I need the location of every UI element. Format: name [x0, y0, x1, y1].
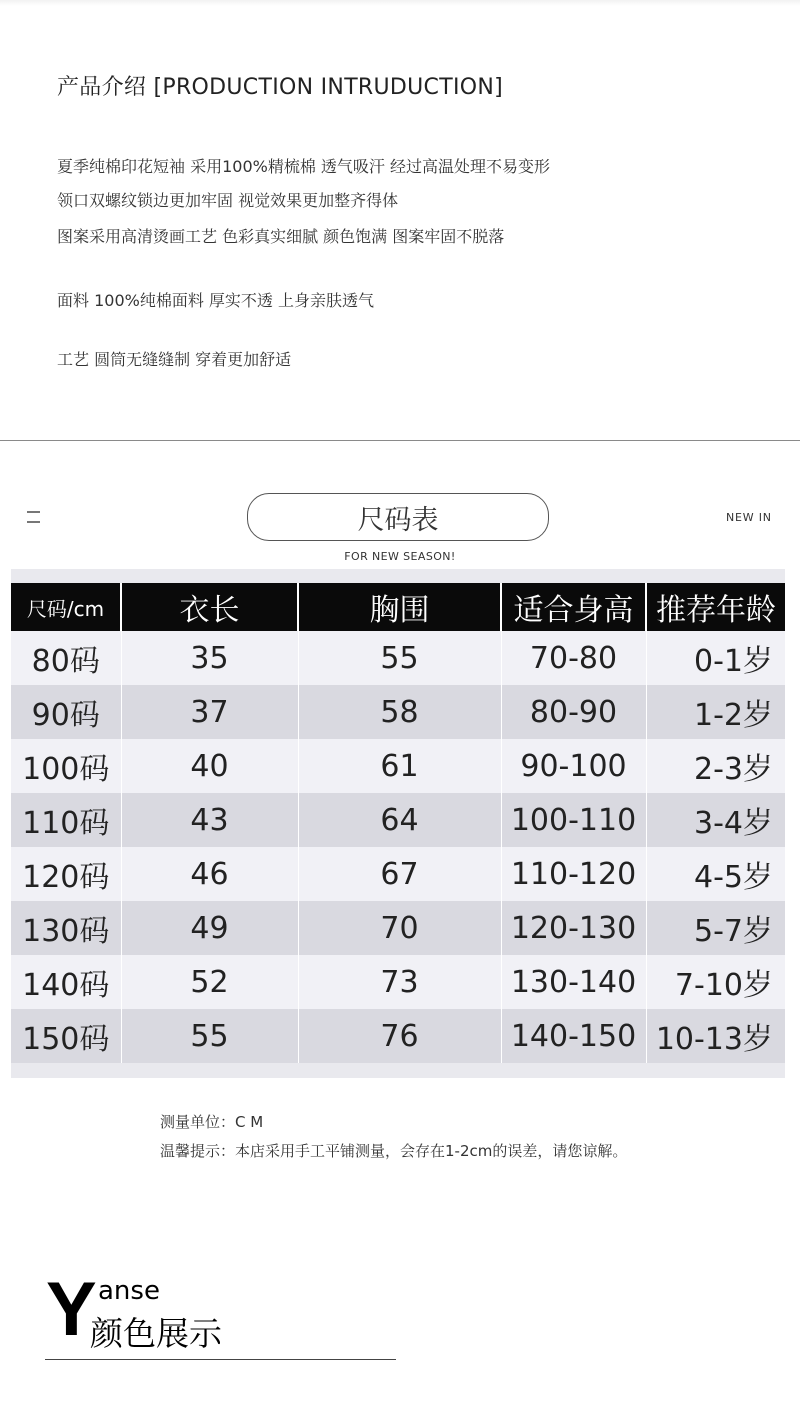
table-cell: 49: [121, 901, 298, 955]
table-cell: 130-140: [501, 955, 646, 1009]
table-cell: 4-5岁: [646, 847, 785, 901]
table-row: [11, 847, 785, 901]
table-cell: 5-7岁: [646, 901, 785, 955]
table-row: [11, 901, 785, 955]
table-cell: 67: [298, 847, 501, 901]
table-cell: 61: [298, 739, 501, 793]
table-cell: 46: [121, 847, 298, 901]
table-cell: 55: [298, 631, 501, 685]
measure-tip-note: 温馨提示：本店采用手工平铺测量，会存在1-2cm的误差，请您谅解。: [160, 1142, 628, 1160]
table-row: [11, 739, 785, 793]
table-cell: 80码: [11, 631, 121, 685]
table-cell: 120码: [11, 847, 121, 901]
table-cell: 100码: [11, 739, 121, 793]
table-cell: 90-100: [501, 739, 646, 793]
measure-unit-note: 测量单位：C M: [160, 1113, 264, 1131]
table-header-row: [11, 583, 785, 631]
table-cell: 35: [121, 631, 298, 685]
top-shadow-rule: [0, 0, 800, 6]
new-in-label: NEW IN: [726, 511, 772, 524]
column-header: 尺码/cm: [11, 583, 121, 631]
table-cell: 130码: [11, 901, 121, 955]
table-cell: 43: [121, 793, 298, 847]
table-cell: 120-130: [501, 901, 646, 955]
table-cell: 40: [121, 739, 298, 793]
table-cell: 37: [121, 685, 298, 739]
menu-icon: [27, 511, 40, 523]
table-row: [11, 631, 785, 685]
table-cell: 70: [298, 901, 501, 955]
table-cell: 64: [298, 793, 501, 847]
intro-line: 领口双螺纹锁边更加牢固 视觉效果更加整齐得体: [57, 191, 399, 210]
table-cell: 140码: [11, 955, 121, 1009]
column-header: 适合身高: [501, 583, 646, 631]
new-season-subtitle: FOR NEW SEASON!: [344, 550, 456, 563]
column-header: 推荐年龄: [646, 583, 785, 631]
table-row: [11, 793, 785, 847]
table-cell: 0-1岁: [646, 631, 785, 685]
table-cell: 110码: [11, 793, 121, 847]
table-cell: 80-90: [501, 685, 646, 739]
table-cell: 150码: [11, 1009, 121, 1063]
section-divider: [0, 440, 800, 441]
intro-line: 夏季纯棉印花短袖 采用100%精梳棉 透气吸汗 经过高温处理不易变形: [57, 157, 551, 176]
column-header: 胸围: [298, 583, 501, 631]
table-cell: 3-4岁: [646, 793, 785, 847]
yanse-logo-letter: Y: [46, 1267, 97, 1352]
table-row: [11, 1009, 785, 1063]
size-chart-title: 尺码表: [247, 493, 549, 541]
fabric-line: 面料 100%纯棉面料 厚实不透 上身亲肤透气: [57, 291, 375, 310]
column-header: 衣长: [121, 583, 298, 631]
table-cell: 2-3岁: [646, 739, 785, 793]
table-cell: 55: [121, 1009, 298, 1063]
color-display-heading: 颜色展示: [90, 1314, 222, 1353]
table-cell: 70-80: [501, 631, 646, 685]
intro-line: 图案采用高清烫画工艺 色彩真实细腻 颜色饱满 图案牢固不脱落: [57, 227, 505, 246]
table-cell: 7-10岁: [646, 955, 785, 1009]
table-cell: 1-2岁: [646, 685, 785, 739]
table-row: [11, 955, 785, 1009]
intro-title: 产品介绍 [PRODUCTION INTRUDUCTION]: [57, 75, 504, 100]
table-cell: 76: [298, 1009, 501, 1063]
table-row: [11, 685, 785, 739]
table-cell: 73: [298, 955, 501, 1009]
table-cell: 110-120: [501, 847, 646, 901]
table-cell: 10-13岁: [646, 1009, 785, 1063]
craft-line: 工艺 圆筒无缝缝制 穿着更加舒适: [57, 350, 292, 369]
table-cell: 52: [121, 955, 298, 1009]
size-table: [11, 583, 785, 1063]
table-cell: 58: [298, 685, 501, 739]
table-cell: 90码: [11, 685, 121, 739]
yanse-logo-latin: anse: [98, 1276, 160, 1306]
table-cell: 140-150: [501, 1009, 646, 1063]
table-cell: 100-110: [501, 793, 646, 847]
heading-underline: [45, 1359, 396, 1360]
